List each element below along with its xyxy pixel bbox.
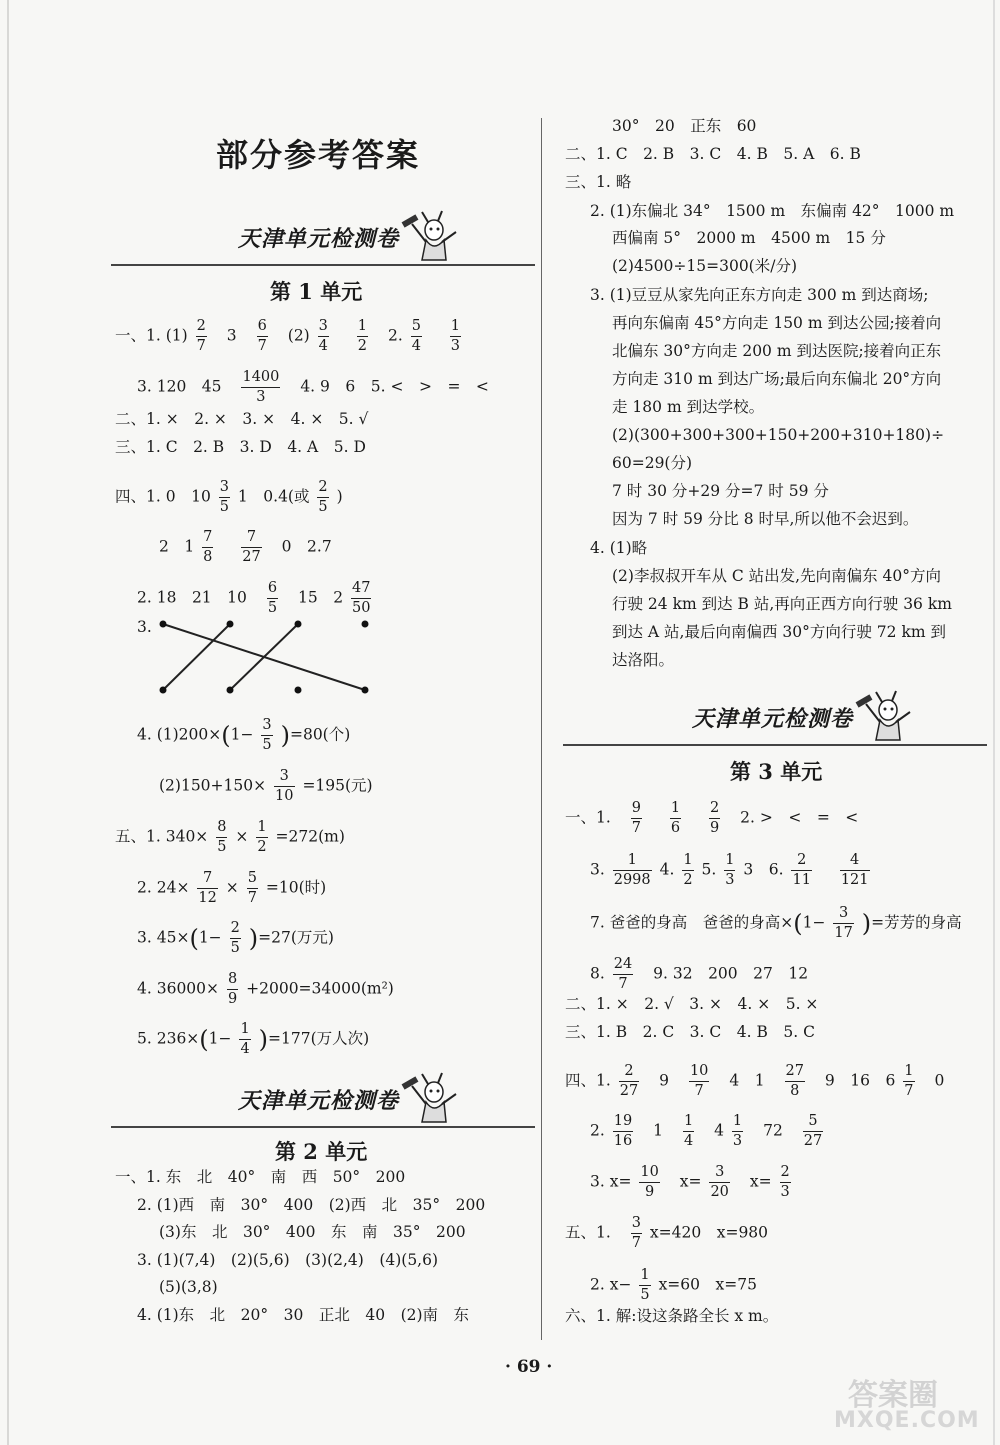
answer-line	[115, 478, 343, 517]
answer-line: 三、1. C 2. B 3. D 4. A 5. D	[115, 438, 366, 456]
den: 27	[803, 1133, 823, 1149]
unit-title: 第 3 单元	[730, 759, 823, 784]
answer-line: (2)(300+300+300+150+200+310+180)÷	[612, 426, 945, 444]
unit-title: 第 1 单元	[270, 279, 363, 304]
den: 2998	[613, 872, 651, 888]
num: 1400	[241, 368, 280, 388]
fraction	[639, 1163, 659, 1202]
den: 9	[709, 820, 720, 836]
text: ×	[225, 878, 239, 897]
text: 4 1	[729, 1071, 765, 1090]
answer-line: 因为 7 时 59 分比 8 时早,所以他不会迟到。	[612, 510, 919, 528]
den: 5	[217, 839, 227, 855]
text: 一、1.	[565, 808, 611, 827]
text: 一、1. (1)	[115, 326, 188, 345]
text: =80(个)	[289, 725, 351, 744]
text: 5. 236×	[137, 1029, 200, 1048]
text: 15 2	[298, 588, 344, 607]
num: 2	[619, 1062, 639, 1082]
answer-line: 二、1. C 2. B 3. C 4. B 5. A 6. B	[565, 145, 861, 163]
num: 6	[267, 579, 278, 599]
answer-line: (5)(3,8)	[159, 1278, 218, 1296]
answer-line: 到达 A 站,最后向南偏西 30°方向行驶 72 km 到	[612, 623, 946, 641]
num: 1	[639, 1266, 650, 1286]
num: 3	[219, 478, 230, 498]
den: 7	[247, 890, 257, 906]
text: 1−	[802, 913, 826, 932]
answer-line	[590, 1112, 826, 1151]
fraction	[411, 317, 422, 356]
answer-line	[590, 851, 873, 890]
answer-line: (3)东 北 30° 400 东 南 35° 200	[159, 1223, 466, 1241]
fraction	[903, 1062, 914, 1101]
text: 0 2.7	[281, 537, 332, 556]
section-header	[692, 690, 952, 744]
section-rule	[111, 264, 535, 266]
num: 1	[239, 1020, 250, 1040]
den: 7	[618, 976, 628, 992]
num: 7	[197, 869, 217, 889]
section-header-text: 天津单元检测卷	[238, 1089, 400, 1114]
fraction	[317, 478, 328, 517]
mascot-icon	[398, 1072, 476, 1126]
den: 27	[619, 1083, 639, 1099]
num: 3	[274, 767, 294, 787]
num: 1	[732, 1112, 743, 1132]
fraction	[219, 478, 230, 517]
watermark-url: MXQE.COM	[834, 1408, 980, 1433]
num: 19	[613, 1112, 633, 1132]
answer-line	[159, 767, 373, 806]
fraction	[682, 851, 693, 890]
num: 7	[202, 528, 213, 548]
answer-line: 7 时 30 分+29 分=7 时 59 分	[612, 482, 829, 500]
text: 9. 32 200 27 12	[653, 964, 809, 983]
text: 4. 9 6 5. < > = <	[300, 377, 489, 396]
text: 0	[934, 1071, 945, 1090]
answer-line: 60=29(分)	[612, 454, 693, 472]
fraction	[613, 955, 633, 994]
fraction	[227, 970, 238, 1009]
answer-line: (2)李叔叔开车从 C 站出发,先向南偏东 40°方向	[612, 567, 941, 585]
num: 24	[613, 955, 633, 975]
watermark-logo: 答案圈	[848, 1378, 938, 1413]
text: 3. 120 45	[137, 377, 222, 396]
text: 1	[653, 1121, 663, 1140]
fraction	[683, 1112, 694, 1151]
num: 2	[709, 799, 720, 819]
text: 3	[226, 326, 237, 345]
den: 10	[275, 788, 294, 804]
answer-line	[137, 970, 394, 1009]
answer-line: 西偏南 5° 2000 m 4500 m 15 分	[612, 229, 886, 247]
text: x=420 x=980	[649, 1223, 769, 1242]
num: 1	[724, 851, 735, 871]
answer-line: (2)4500÷15=300(米/分)	[612, 257, 798, 275]
fraction	[709, 1163, 729, 1202]
section-header-text: 天津单元检测卷	[692, 707, 854, 732]
fraction	[791, 851, 811, 890]
num: 3	[833, 904, 853, 924]
text: 3 6.	[743, 860, 784, 879]
text: 2.	[590, 1121, 605, 1140]
answer-line: 北偏东 30°方向走 200 m 到达医院;接着向正东	[612, 342, 942, 360]
answer-line	[115, 317, 464, 356]
section-rule	[111, 1126, 535, 1128]
answer-line: 4. (1)200×(1− $\frac{3}{5}$ )=80(个)	[137, 717, 351, 753]
den: 4	[683, 1133, 694, 1149]
den: 3	[450, 338, 461, 354]
answer-line: 六、1. 解:设这条路全长 x m。	[565, 1307, 779, 1325]
num: 5	[803, 1112, 823, 1132]
den: 4	[318, 338, 328, 354]
num: 5	[411, 317, 422, 337]
page-edge-left	[7, 0, 9, 1445]
den: 7	[904, 1083, 914, 1099]
answer-line	[565, 1062, 944, 1101]
num: 8	[216, 818, 227, 838]
fraction	[613, 1112, 633, 1151]
fraction	[689, 1062, 709, 1101]
num: 9	[631, 799, 642, 819]
answer-line: 一、1. 东 北 40° 南 西 50° 200	[115, 1168, 406, 1186]
num: 27	[785, 1062, 805, 1082]
num: 3	[709, 1163, 729, 1183]
answer-line: 达洛阳。	[612, 651, 675, 669]
text: x=	[679, 1172, 702, 1191]
text: (2)	[287, 326, 310, 345]
fraction	[631, 799, 642, 838]
den: 27	[242, 549, 261, 565]
answer-line	[590, 955, 808, 994]
fraction	[241, 528, 261, 567]
unit-title: 第 2 单元	[275, 1139, 368, 1164]
answer-line: 二、1. × 2. √ 3. × 4. × 5. ×	[565, 995, 819, 1013]
den: 7	[631, 1235, 641, 1251]
answer-line: 4. (1)东 北 20° 30 正北 40 (2)南 东	[137, 1306, 470, 1324]
text: =195(元)	[302, 776, 373, 795]
matching-diagram	[150, 612, 380, 702]
fraction	[619, 1062, 639, 1101]
answer-line: 方向走 310 m 到达广场;最后向东偏北 20°方向	[612, 370, 942, 388]
num: 1	[357, 317, 368, 337]
section-header-text: 天津单元检测卷	[238, 227, 400, 252]
den: 3	[732, 1133, 743, 1149]
den: 12	[198, 890, 217, 906]
fraction	[670, 799, 681, 838]
fraction	[239, 1020, 250, 1059]
text: 4	[714, 1121, 724, 1140]
mascot-icon	[398, 210, 476, 264]
den: 5	[318, 499, 328, 515]
text: 9 16 6	[824, 1071, 896, 1090]
text: =10(时)	[265, 878, 327, 897]
text: 1−	[198, 928, 222, 947]
text: =27(万元)	[258, 928, 334, 947]
text: 7. 爸爸的身高 爸爸的身高×	[590, 913, 794, 932]
fraction	[833, 904, 853, 943]
answer-line: 3. 45×(1− $\frac{2}{5}$ )=27(万元)	[137, 920, 334, 956]
den: 2	[257, 839, 267, 855]
fraction	[230, 919, 241, 958]
den: 7	[631, 820, 641, 836]
num: 1	[670, 799, 681, 819]
den: 121	[840, 872, 869, 888]
fraction	[785, 1062, 805, 1101]
num: 4	[840, 851, 870, 871]
num: 2	[317, 478, 328, 498]
answer-line: 5. 236×(1− $\frac{1}{4}$ )=177(万人次)	[137, 1021, 370, 1057]
fraction	[732, 1112, 743, 1151]
num: 6	[257, 317, 268, 337]
fraction	[631, 1214, 642, 1253]
fraction	[840, 851, 870, 890]
answer-line	[115, 818, 345, 857]
den: 4	[411, 338, 421, 354]
den: 3	[780, 1184, 790, 1200]
text: =177(万人次)	[268, 1029, 370, 1048]
den: 2	[683, 872, 693, 888]
answer-line: 3.	[137, 618, 152, 636]
den: 7	[196, 338, 206, 354]
fraction	[803, 1112, 823, 1151]
answer-line	[137, 368, 489, 407]
answer-line: 3. (1)豆豆从家先向正东方向走 300 m 到达商场;	[590, 286, 929, 304]
num: 47	[351, 579, 371, 599]
den: 20	[710, 1184, 729, 1200]
text: 四、1.	[565, 1071, 611, 1090]
den: 4	[240, 1041, 250, 1057]
den: 9	[645, 1184, 655, 1200]
answer-line: 走 180 m 到达学校。	[612, 398, 765, 416]
fraction	[257, 317, 268, 356]
text: 3.	[590, 860, 605, 879]
page-edge-right	[993, 0, 995, 1445]
fraction	[274, 767, 294, 806]
text: 2. 18 21 10	[137, 588, 247, 607]
den: 3	[256, 389, 266, 405]
answer-line: 3. (1)(7,4) (2)(5,6) (3)(2,4) (4)(5,6)	[137, 1251, 439, 1269]
answer-line: 30° 20 正东 60	[612, 117, 757, 135]
text: 3. x=	[590, 1172, 632, 1191]
den: 9	[227, 991, 238, 1007]
text: x=	[749, 1172, 772, 1191]
section-rule	[563, 744, 987, 746]
text: 2. 24×	[137, 878, 190, 897]
fraction	[709, 799, 720, 838]
num: 10	[689, 1062, 709, 1082]
den: 3	[725, 872, 735, 888]
text: ×	[235, 827, 249, 846]
page-title: 部分参考答案	[216, 136, 421, 174]
text: x=60 x=75	[658, 1275, 757, 1294]
answer-line	[137, 869, 326, 908]
answer-line	[590, 1163, 794, 1202]
den: 11	[792, 872, 811, 888]
num: 5	[247, 869, 258, 889]
fraction	[613, 851, 652, 890]
num: 3	[318, 317, 329, 337]
den: 6	[670, 820, 681, 836]
den: 8	[203, 549, 213, 565]
text: +2000=34000(m²)	[246, 979, 394, 998]
den: 5	[219, 499, 229, 515]
text: 五、1. 340×	[115, 827, 209, 846]
num: 1	[450, 317, 461, 337]
text: 8.	[590, 964, 605, 983]
num: 1	[682, 851, 693, 871]
section-header	[238, 1072, 498, 1126]
text: 2 1	[159, 537, 195, 556]
answer-line: 二、1. × 2. × 3. × 4. × 5. √	[115, 410, 369, 428]
text: )	[336, 487, 343, 506]
fraction	[241, 368, 280, 407]
section-header	[238, 210, 498, 264]
num: 3	[261, 716, 272, 736]
num: 7	[241, 528, 261, 548]
answer-line	[565, 1214, 768, 1253]
page-number: · 69 ·	[505, 1357, 553, 1377]
answer-line	[565, 799, 858, 838]
num: 2	[780, 1163, 791, 1183]
fraction	[197, 869, 217, 908]
text: 4. 36000×	[137, 979, 220, 998]
den: 2	[357, 338, 368, 354]
fraction	[247, 869, 258, 908]
num: 2	[196, 317, 207, 337]
den: 7	[694, 1083, 704, 1099]
num: 1	[613, 851, 652, 871]
text: 2.	[387, 326, 403, 345]
den: 5	[230, 940, 240, 956]
fraction	[450, 317, 461, 356]
text: (2)150+150×	[159, 776, 267, 795]
num: 2	[791, 851, 811, 871]
answer-line: 再向东偏南 45°方向走 150 m 到达公园;接着向	[612, 314, 942, 332]
text: 5.	[701, 860, 717, 879]
answer-line: 2. (1)西 南 30° 400 (2)西 北 35° 200	[137, 1196, 486, 1214]
answer-line: 7. 爸爸的身高 爸爸的身高×(1− $\frac{3}{17}$ )=芳芳的身高	[590, 905, 962, 941]
fraction	[202, 528, 213, 567]
fraction	[780, 1163, 791, 1202]
den: 7	[257, 338, 267, 354]
den: 5	[262, 737, 272, 753]
text: 9	[659, 1071, 669, 1090]
fraction	[216, 818, 227, 857]
den: 17	[834, 925, 853, 941]
fraction	[261, 716, 272, 755]
den: 16	[613, 1133, 633, 1149]
fraction	[318, 317, 329, 356]
fraction	[639, 1266, 650, 1305]
text: 4.	[659, 860, 675, 879]
text: 72	[763, 1121, 783, 1140]
answer-line: 三、1. 略	[565, 173, 632, 191]
den: 50	[352, 600, 371, 616]
text: 1 0.4(或	[237, 487, 310, 506]
answer-line	[590, 1266, 757, 1305]
text: 1−	[208, 1029, 232, 1048]
mascot-icon	[852, 690, 930, 744]
num: 10	[639, 1163, 659, 1183]
num: 1	[903, 1062, 914, 1082]
answer-line: 4. (1)略	[590, 539, 648, 557]
text: =272(m)	[275, 827, 345, 846]
column-divider	[541, 118, 542, 1340]
text: 四、1. 0 10	[115, 487, 211, 506]
answer-line: 三、1. B 2. C 3. C 4. B 5. C	[565, 1023, 815, 1041]
text: 1−	[230, 725, 254, 744]
num: 2	[230, 919, 241, 939]
text: 3. 45×	[137, 928, 190, 947]
num: 8	[227, 970, 238, 990]
fraction	[256, 818, 267, 857]
text: 五、1.	[565, 1223, 611, 1242]
fraction	[724, 851, 735, 890]
answer-line: 行驶 24 km 到达 B 站,再向正西方向行驶 36 km	[612, 595, 952, 613]
text: 4. (1)200×	[137, 725, 222, 744]
num: 1	[683, 1112, 694, 1132]
num: 1	[256, 818, 267, 838]
text: 2. > < = <	[740, 808, 859, 827]
text: 2. x−	[590, 1275, 632, 1294]
den: 5	[640, 1287, 650, 1303]
den: 5	[267, 600, 278, 616]
answer-line	[159, 528, 332, 567]
text: =芳芳的身高	[871, 913, 962, 932]
fraction	[357, 317, 368, 356]
answer-line: 2. (1)东偏北 34° 1500 m 东偏南 42° 1000 m	[590, 202, 955, 220]
den: 8	[790, 1083, 800, 1099]
num: 3	[631, 1214, 642, 1234]
fraction	[196, 317, 207, 356]
